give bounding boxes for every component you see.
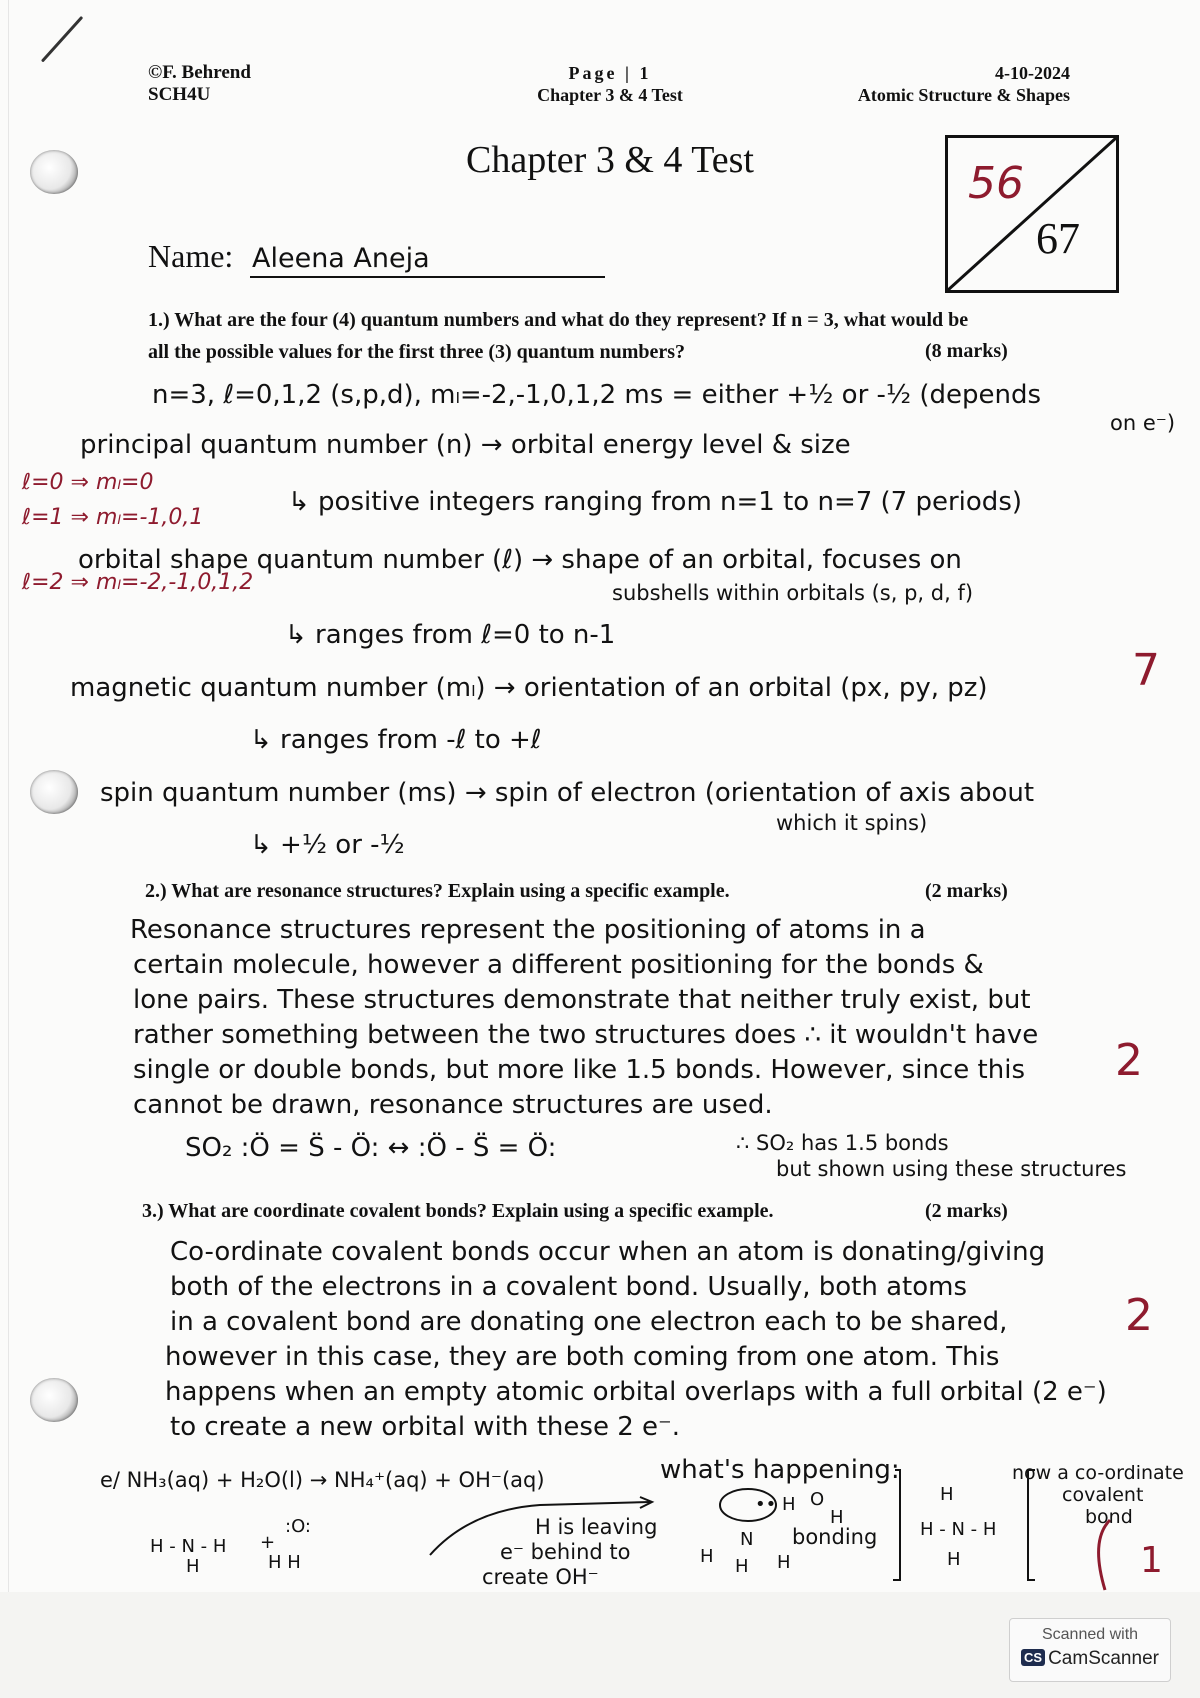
score-box (945, 135, 1119, 293)
q1-answer-line-5: orbital shape quantum number (ℓ) → shape of an orbital, focuses on (78, 545, 962, 575)
q3-answer-line-5: happens when an empty atomic orbital overlaps with a full orbital (2 e⁻) (165, 1377, 1107, 1407)
question-3-prompt: 3.) What are coordinate covalent bonds? Explain using a specific example. (142, 1200, 774, 1222)
q1-answer-line-2: on e⁻) (1110, 411, 1176, 435)
svg-text:H: H (947, 1549, 961, 1570)
q2-example-note-2: but shown using these structures (776, 1157, 1127, 1181)
q1-grade: 7 (1132, 645, 1160, 696)
question-3-marks: (2 marks) (925, 1200, 1008, 1222)
scanner-brand (1010, 1648, 1170, 1670)
binder-hole-3 (30, 1378, 78, 1422)
q1-answer-line-4: ↳ positive integers ranging from n=1 to n=7 (7 periods) (288, 487, 1023, 517)
page-margin-line (8, 0, 9, 1592)
course-code: SCH4U (148, 84, 211, 105)
svg-text:H: H (186, 1556, 200, 1577)
name-underline (250, 276, 605, 278)
camscanner-badge (1009, 1618, 1171, 1682)
q1-answer-line-6: subshells within orbitals (s, p, d, f) (612, 581, 974, 605)
q1-answer-line-8: magnetic quantum number (mₗ) → orientation of an orbital (px, py, pz) (70, 673, 988, 703)
q3-answer-line-3: in a covalent bond are donating one electron each to be shared, (170, 1307, 1008, 1337)
svg-text:N: N (740, 1529, 754, 1550)
q1-answer-line-9: ↳ ranges from -ℓ to +ℓ (250, 725, 542, 755)
name-label: Name: (148, 238, 234, 274)
svg-text:H: H (777, 1552, 791, 1573)
question-1-line-2: all the possible values for the first three (3) quantum numbers? (148, 341, 686, 363)
q1-teacher-note-3: ℓ=2 ⇒ mₗ=-2,-1,0,1,2 (22, 570, 254, 595)
q1-answer-line-10: spin quantum number (ms) → spin of electron (orientation of axis about (100, 778, 1035, 808)
q3-now-label-2: covalent (1062, 1484, 1144, 1506)
q1-answer-line-11: which it spins) (776, 811, 928, 835)
scanner-name: CamScanner (1048, 1648, 1159, 1669)
q1-answer-line-7: ↳ ranges from ℓ=0 to n-1 (285, 620, 616, 650)
q3-answer-line-4: however in this case, they are both coming from one atom. This (165, 1342, 1000, 1372)
binder-hole-1 (30, 150, 78, 194)
svg-text:•• H: •• H (755, 1494, 796, 1515)
binder-hole-2 (30, 770, 78, 814)
score-total: 67 (1036, 214, 1080, 263)
q2-answer-line-1: Resonance structures represent the positioning of atoms in a (130, 915, 926, 945)
svg-text:H: H (940, 1484, 954, 1505)
page-number: Page | 1 (568, 63, 652, 83)
q3-answer-line-1: Co-ordinate covalent bonds occur when an atom is donating/giving (170, 1237, 1046, 1267)
pencil-mark (41, 16, 83, 63)
q3-grade-2: 2 (1125, 1290, 1153, 1341)
test-date: 4-10-2024 (995, 63, 1070, 83)
q3-h-leaving-line-2: e⁻ behind to (500, 1540, 631, 1564)
question-1-line-1: 1.) What are the four (4) quantum numbers and what do they represent? If n = 3, what would be (148, 309, 969, 331)
q1-teacher-note-1: ℓ=0 ⇒ mₗ=0 (22, 470, 154, 495)
q3-answer-line-6: to create a new orbital with these 2 e⁻. (170, 1412, 680, 1442)
q3-now-label-1: now a co-ordinate (1012, 1462, 1184, 1484)
question-1-marks: (8 marks) (925, 340, 1008, 362)
q3-whats-happening: what's happening: (660, 1455, 900, 1485)
teacher-name: ©F. Behrend (148, 62, 251, 83)
score-earned: 56 (968, 158, 1024, 209)
q2-answer-line-5: single or double bonds, but more like 1.5 bonds. However, since this (133, 1055, 1025, 1085)
q3-h-leaving-line-3: create OH⁻ (482, 1565, 599, 1589)
svg-text:H: H (735, 1556, 749, 1577)
q3-bonding-label: bonding (792, 1525, 878, 1549)
header-center (500, 62, 720, 106)
svg-text:H H: H H (268, 1552, 301, 1573)
svg-text:H: H (830, 1507, 844, 1528)
scanner-label: Scanned with (1041, 1626, 1139, 1643)
svg-text:H - N - H: H - N - H (920, 1519, 997, 1540)
q2-answer-line-4: rather something between the two structures does ∴ it wouldn't have (133, 1020, 1039, 1050)
svg-text::O:: :O: (285, 1516, 311, 1537)
svg-text:+: + (260, 1532, 276, 1553)
q2-resonance-example: SO₂ :Ö = S̈ - Ö: ↔ :Ö - S̈ = Ö: (185, 1133, 557, 1163)
q2-grade: 2 (1115, 1035, 1143, 1086)
q3-answer-line-2: both of the electrons in a covalent bond. Usually, both atoms (170, 1272, 967, 1302)
chapter-label: Chapter 3 & 4 Test (537, 85, 683, 105)
test-topic: Atomic Structure & Shapes (857, 85, 1070, 105)
q3-grade: 1 (1140, 1540, 1163, 1581)
q3-h-leaving-line-1: H is leaving (535, 1515, 658, 1539)
svg-text:H - N - H: H - N - H (150, 1536, 227, 1557)
header-right (820, 62, 1070, 106)
question-2-marks: (2 marks) (925, 880, 1008, 902)
svg-text:O: O (810, 1489, 825, 1510)
question-2-prompt: 2.) What are resonance structures? Explain using a specific example. (145, 880, 730, 902)
student-name: Aleena Aneja (252, 243, 430, 274)
page-title: Chapter 3 & 4 Test (466, 139, 754, 181)
svg-text:H: H (700, 1546, 714, 1567)
q1-answer-line-1: n=3, ℓ=0,1,2 (s,p,d), mₗ=-2,-1,0,1,2 ms = either +½ or -½ (depends (152, 380, 1042, 410)
q1-answer-line-12: ↳ +½ or -½ (250, 830, 405, 860)
q1-answer-line-3: principal quantum number (n) → orbital energy level & size (80, 430, 851, 460)
q2-answer-line-3: lone pairs. These structures demonstrate that neither truly exist, but (133, 985, 1031, 1015)
q2-answer-line-6: cannot be drawn, resonance structures are used. (133, 1090, 773, 1120)
q1-teacher-note-2: ℓ=1 ⇒ mₗ=-1,0,1 (22, 505, 204, 530)
q3-now-label-3: bond (1085, 1506, 1133, 1528)
q2-answer-line-2: certain molecule, however a different positioning for the bonds & (133, 950, 984, 980)
q3-equation: e/ NH₃(aq) + H₂O(l) → NH₄⁺(aq) + OH⁻(aq) (100, 1468, 545, 1492)
q2-example-note-1: ∴ SO₂ has 1.5 bonds (736, 1131, 949, 1155)
header-left (148, 62, 251, 106)
camscanner-icon: CS (1021, 1649, 1045, 1666)
